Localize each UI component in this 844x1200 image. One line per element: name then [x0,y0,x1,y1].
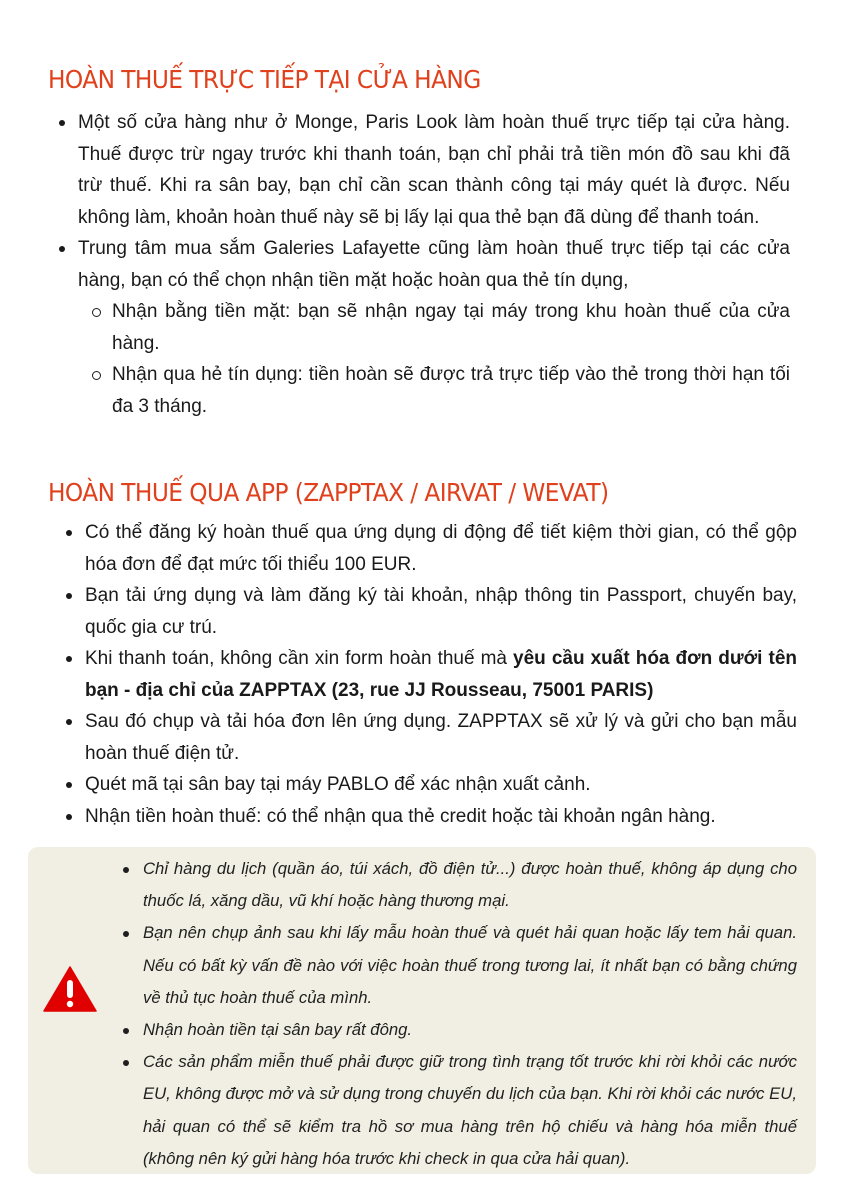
warning-triangle-icon [43,966,97,1012]
section-heading-app-refund: HOÀN THUẾ QUA APP (ZAPPTAX / AIRVAT / WEVAT) [48,478,609,507]
sublist-item-cash: Nhận bằng tiền mặt: bạn sẽ nhận ngay tại máy trong khu hoàn thuế của cửa hàng. [112,296,790,359]
warning-note-item: Các sản phẩm miễn thuế phải được giữ trong tình trạng tốt trước khi rời khỏi các nước EU, không được mở và sử dụng trong chuyến du lịch của bạn. Khi rời khỏi các nước EU, hải quan có thể sẽ kiểm tra hồ sơ mua hàng trên hộ chiếu và hàng hóa miễn thuế (không nên ký gửi hàng hóa trước khi check in qua cửa hải quan). [143,1046,797,1175]
list-item: Bạn tải ứng dụng và làm đăng ký tài khoản, nhập thông tin Passport, chuyến bay, quốc gia cư trú. [85,580,797,643]
list-item-text: Một số cửa hàng như ở Monge, Paris Look làm hoàn thuế trực tiếp tại cửa hàng. Thuế được trừ ngay trước khi thanh toán, bạn chỉ phải trả tiền món đồ sau khi đã trừ thuế. Khi ra sân bay, bạn chỉ cần scan thành công tại máy quét là được. Nếu không làm, khoản hoàn thuế này sẽ bị lấy lại qua thẻ bạn đã dùng để thanh toán. [78,112,790,228]
sublist-item-credit-card: Nhận qua hẻ tín dụng: tiền hoàn sẽ được trả trực tiếp vào thẻ trong thời hạn tối đa 3 tháng. [112,359,790,422]
list-item-text: Khi thanh toán, không cần xin form hoàn thuế mà [85,648,514,669]
list-item [78,107,790,233]
warning-notes-list [143,853,797,1175]
warning-note-item: Chỉ hàng du lịch (quần áo, túi xách, đồ điện tử...) được hoàn thuế, không áp dụng cho thuốc lá, xăng dầu, vũ khí hoặc hàng thương mại. [143,853,797,917]
list-item: Có thể đăng ký hoàn thuế qua ứng dụng di động để tiết kiệm thời gian, có thể gộp hóa đơn để đạt mức tối thiểu 100 EUR. [85,517,797,580]
app-refund-list [85,517,797,832]
list-item: Quét mã tại sân bay tại máy PABLO để xác nhận xuất cảnh. [85,769,797,801]
warning-note-item: Nhận hoàn tiền tại sân bay rất đông. [143,1014,797,1046]
section-heading-direct-refund: HOÀN THUẾ TRỰC TIẾP TẠI CỬA HÀNG [48,65,481,94]
warning-note-item: Bạn nên chụp ảnh sau khi lấy mẫu hoàn thuế và quét hải quan hoặc lấy tem hải quan. Nếu có bất kỳ vấn đề nào với việc hoàn thuế trong tương lai, ít nhất bạn có bằng chứng về thủ tục hoàn thuế của mình. [143,917,797,1014]
list-item-text: Trung tâm mua sắm Galeries Lafayette cũng làm hoàn thuế trực tiếp tại các cửa hàng, bạn có thể chọn nhận tiền mặt hoặc hoàn qua thẻ tín dụng, [78,238,790,291]
list-item [85,643,797,706]
invoice-address-bold-text: yêu cầu xuất hóa đơn dưới tên bạn - địa chỉ của ZAPPTAX (23, rue JJ Rousseau, 75001 PARIS) [85,648,797,701]
list-item [78,233,790,422]
direct-refund-list [78,107,790,422]
list-item: Nhận tiền hoàn thuế: có thể nhận qua thẻ credit hoặc tài khoản ngân hàng. [85,801,797,833]
refund-options-sublist [112,296,790,422]
list-item: Sau đó chụp và tải hóa đơn lên ứng dụng. ZAPPTAX sẽ xử lý và gửi cho bạn mẫu hoàn thuế điện tử. [85,706,797,769]
